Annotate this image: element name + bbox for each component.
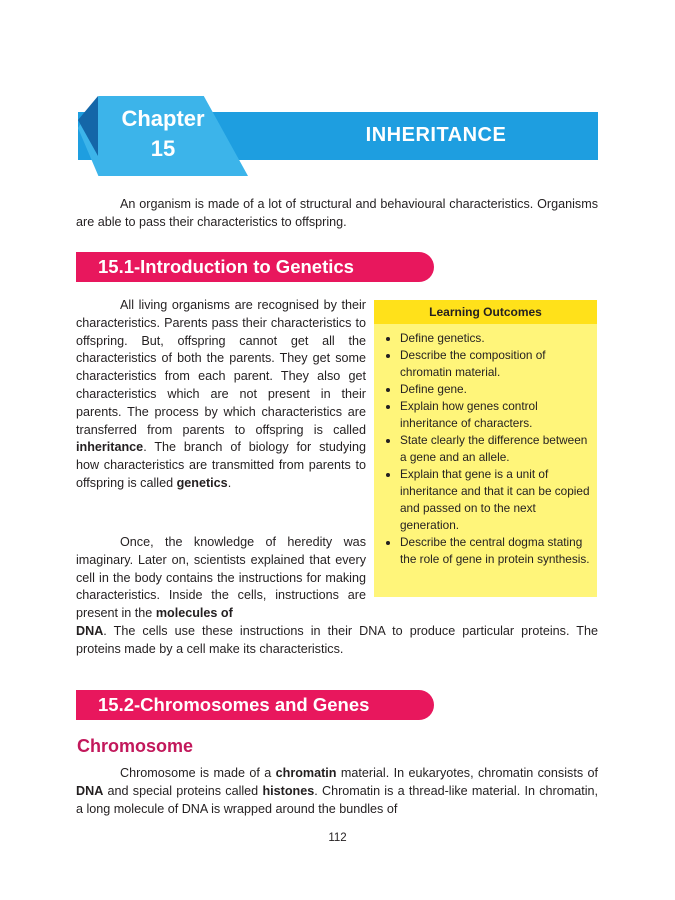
section-heading-1: [76, 252, 434, 282]
term-genetics: genetics: [176, 475, 228, 490]
section-heading-2: [76, 690, 434, 720]
list-item: • Describe the central dogma stating the role of gene in protein synthesis.: [400, 534, 591, 568]
intro-paragraph: An organism is made of a lot of structural and behavioural characteristics. Organisms are able to pass their characteristics to offspring.: [76, 197, 598, 229]
list-item: • Explain that gene is a unit of inheritance and that it can be copied and passed on to the next generation.: [400, 466, 591, 533]
chapter-number: 15: [150, 136, 176, 161]
heredity-paragraph-bottom: DNA. The cells use these instructions in their DNA to produce particular proteins. The proteins made by a cell make its characteristics.: [76, 624, 598, 656]
section-heading-2-text: 15.2-Chromosomes and Genes: [98, 694, 370, 715]
chromosome-paragraph: Chromosome is made of a chromatin material. In eukaryotes, chromatin consists of DNA and special proteins called histones. Chromatin is a thread-like material. In chromatin, a long molecule of DNA is wrapped around the bundles of: [76, 766, 599, 816]
chapter-title: INHERITANCE: [365, 124, 507, 146]
learning-outcomes-box: [374, 300, 597, 597]
chapter-word: Chapter: [121, 106, 205, 131]
chapter-label: [98, 104, 228, 164]
term-chromatin: chromatin: [275, 766, 337, 780]
chapter-banner: [78, 96, 598, 168]
term-histones: histones: [262, 783, 315, 798]
list-item: • Define gene.: [400, 381, 591, 398]
heredity-paragraph-top: Once, the knowledge of heredity was imaginary. Later on, scientists explained that every cell in the body contains the instructions for making characteristics. Inside the cells, instructions are present in the molecules of: [76, 535, 366, 621]
list-item: • Describe the composition of chromatin material.: [400, 347, 591, 381]
genetics-paragraph: All living organisms are recognised by their characteristics. Parents pass their characteristics to offspring. But, offspring cannot get all the characteristics of both the parents. They get some characteristics from each parent. They also get characteristics which are not present in their parents. The process by which characteristics are transferred from parents to offspring is called inheritance. The branch of biology for studying how characteristics are transmitted from parents to offspring is called genetics.: [76, 298, 366, 490]
list-item: • Define genetics.: [400, 330, 591, 347]
term-inheritance: inheritance: [76, 440, 144, 455]
list-item: • Explain how genes control inheritance of characters.: [400, 398, 591, 432]
section-heading-1-text: 15.1-Introduction to Genetics: [98, 256, 354, 277]
page-number: 112: [328, 832, 347, 844]
subheading-chromosome: Chromosome: [77, 736, 194, 756]
list-item: • State clearly the difference between a gene and an allele.: [400, 432, 591, 466]
term-dna: DNA: [76, 783, 104, 798]
learning-outcomes-list: [374, 330, 597, 568]
learning-outcomes-title: Learning Outcomes: [374, 300, 597, 324]
